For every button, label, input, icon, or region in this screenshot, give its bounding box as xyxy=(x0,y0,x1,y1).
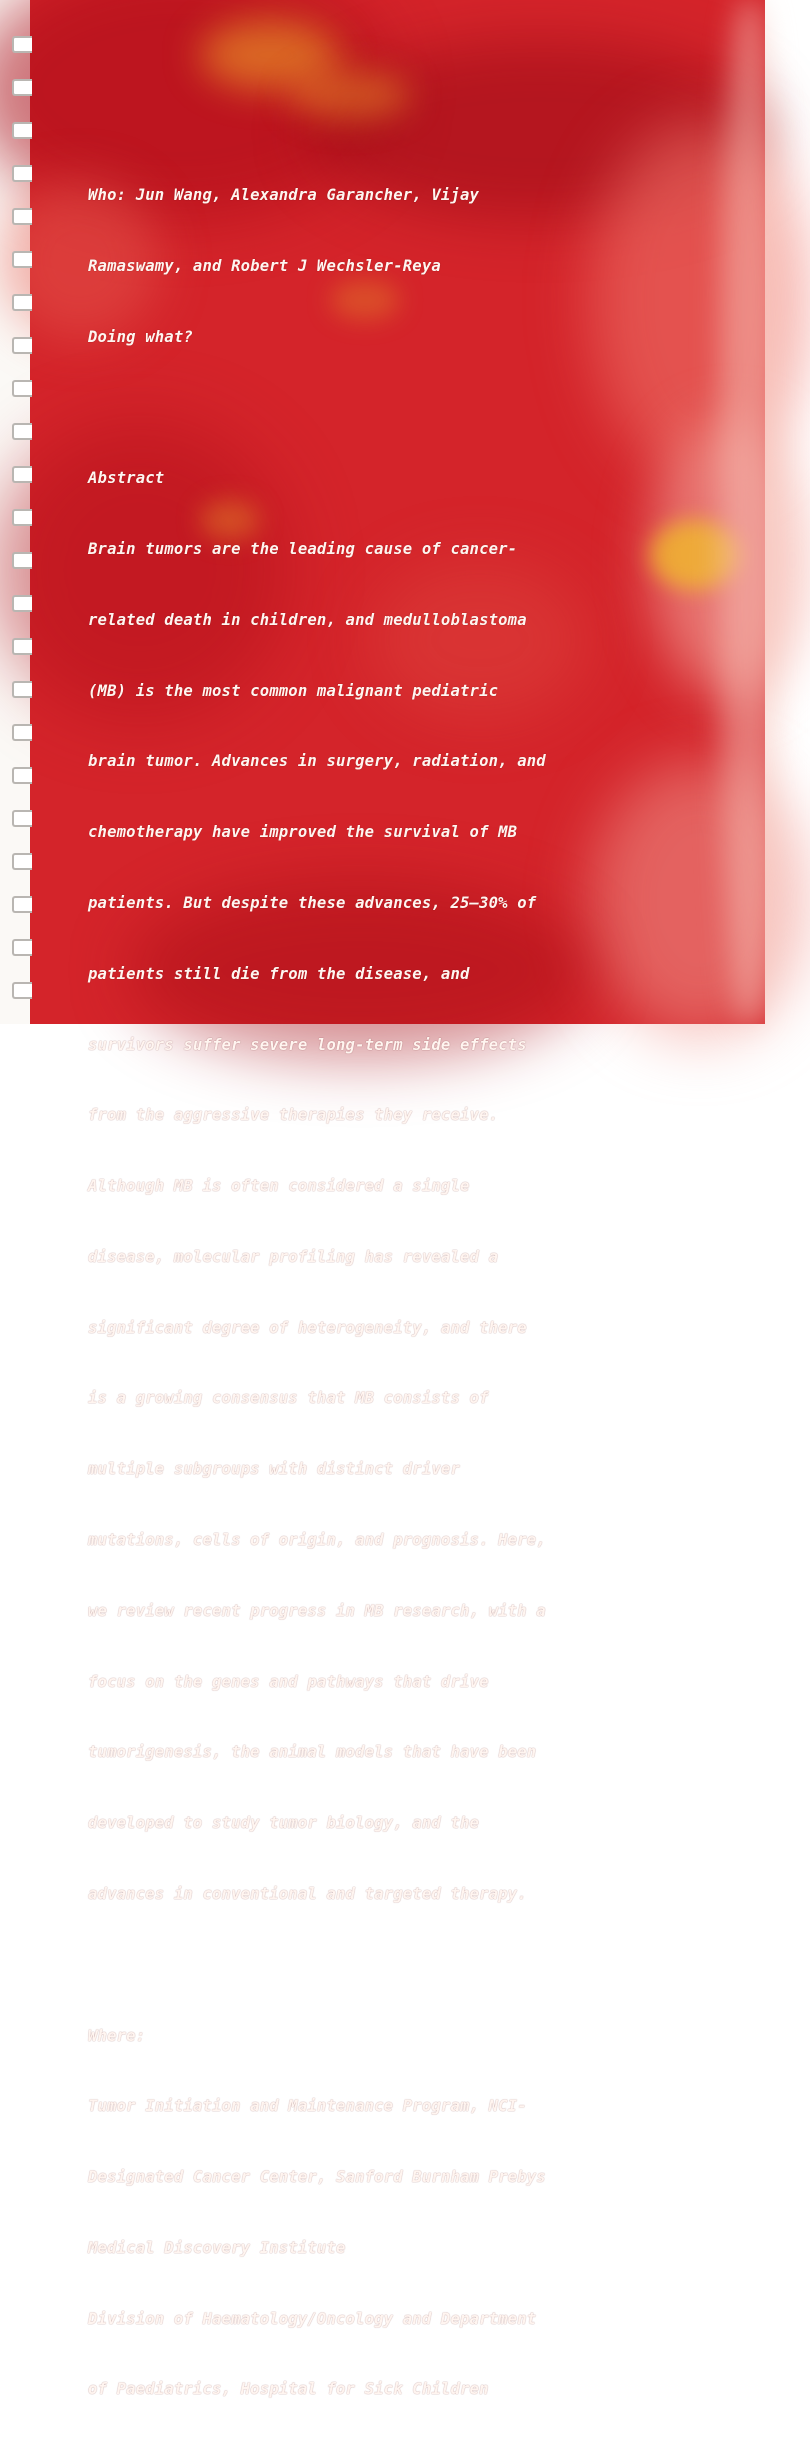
abstract-line: chemotherapy have improved the survival of MB xyxy=(88,823,518,842)
abstract-line: related death in children, and medulloblastoma xyxy=(88,610,527,629)
binding-ring xyxy=(12,638,32,655)
doing-what-heading: Doing what? xyxy=(88,327,193,346)
binding-ring xyxy=(12,165,32,182)
abstract-line: brain tumor. Advances in surgery, radiation, and xyxy=(88,752,546,771)
abstract-line: survivors suffer severe long-term side effects xyxy=(88,1035,527,1054)
binding-ring xyxy=(12,724,32,741)
binding-ring xyxy=(12,939,32,956)
abstract-line: significant degree of heterogeneity, and there xyxy=(88,1318,527,1337)
blank-line xyxy=(88,1954,728,1978)
binding-ring xyxy=(12,423,32,440)
binding-ring xyxy=(12,767,32,784)
abstract-line: from the aggressive therapies they receive. xyxy=(88,1106,499,1125)
binding-ring xyxy=(12,294,32,311)
abstract-line: focus on the genes and pathways that drive xyxy=(88,1672,489,1691)
binding-ring xyxy=(12,509,32,526)
abstract-line: patients. But despite these advances, 25–30% of xyxy=(88,894,537,912)
binding-ring xyxy=(12,208,32,225)
paint-edge-light xyxy=(720,0,780,1024)
affiliation-line: Medical Discovery Institute xyxy=(88,2238,346,2257)
binding-ring xyxy=(12,337,32,354)
authors-line: Who: Jun Wang, Alexandra Garancher, Vijay xyxy=(88,186,480,205)
blank-line xyxy=(88,397,728,421)
binding-ring xyxy=(12,251,32,268)
abstract-line: tumorigenesis, the animal models that have been xyxy=(88,1743,537,1762)
abstract-line: Brain tumors are the leading cause of cancer- xyxy=(88,540,518,559)
binding-ring xyxy=(12,79,32,96)
paint-wash-yellow xyxy=(290,70,410,120)
affiliation-line: Tumor Initiation and Maintenance Program, NCI- xyxy=(88,2097,527,2116)
abstract-line: multiple subgroups with distinct driver xyxy=(88,1460,460,1479)
abstract-line: advances in conventional and targeted therapy. xyxy=(88,1884,527,1903)
binding-ring xyxy=(12,896,32,913)
abstract-heading: Abstract xyxy=(88,469,165,488)
abstract-line: developed to study tumor biology, and the xyxy=(88,1814,480,1833)
binding-ring xyxy=(12,853,32,870)
affiliation-line: of Paediatrics, Hospital for Sick Children xyxy=(88,2380,489,2399)
abstract-line: disease, molecular profiling has revealed a xyxy=(88,1247,499,1266)
abstract-line: Although MB is often considered a single xyxy=(88,1177,470,1196)
binding-ring xyxy=(12,595,32,612)
where-heading: Where: xyxy=(88,2026,146,2045)
binding-ring xyxy=(12,552,32,569)
binding-ring xyxy=(12,982,32,999)
binding-ring xyxy=(12,36,32,53)
abstract-line: we review recent progress in MB research, with a xyxy=(88,1601,546,1620)
binding-ring xyxy=(12,810,32,827)
abstract-line: is a growing consensus that MB consists of xyxy=(88,1389,489,1408)
authors-line: Ramaswamy, and Robert J Wechsler-Reya xyxy=(88,256,441,275)
paper-summary-text xyxy=(88,137,728,2449)
binding-ring xyxy=(12,380,32,397)
affiliation-line: Division of Haematology/Oncology and Department xyxy=(88,2309,537,2328)
abstract-line: mutations, cells of origin, and prognosis. Here, xyxy=(88,1531,546,1550)
binding-ring xyxy=(12,681,32,698)
abstract-line: patients still die from the disease, and xyxy=(88,964,470,983)
binding-ring xyxy=(12,466,32,483)
abstract-line: (MB) is the most common malignant pediatric xyxy=(88,681,499,700)
affiliation-line: Designated Cancer Center, Sanford Burnham Prebys xyxy=(88,2168,546,2187)
binding-ring xyxy=(12,122,32,139)
